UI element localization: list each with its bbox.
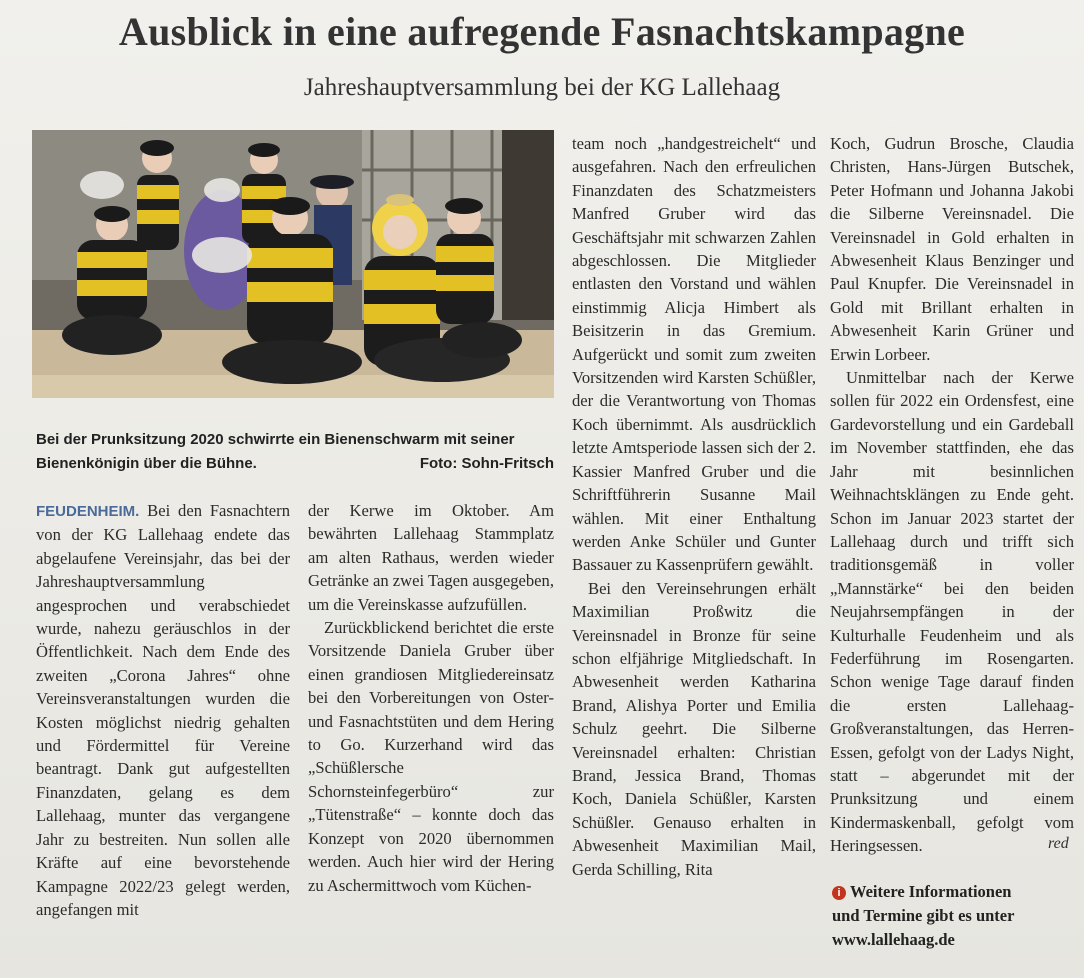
info-text-1: Weitere Informationen xyxy=(850,882,1012,901)
paragraph: Unmittelbar nach der Kerwe sollen für 2022 ein Ordensfest, eine Gardevorstellung und ein Gardeball im November stattfinden, ehe das Jahr mit besinnlichen Weihnachtsklängen zu Ende geht. Schon im Januar 2023 startet der Lallehaag durch und trifft sich traditionsgemäß in voller „Mannstärke“ bei den beiden Neujahrsempfängen in der Kulturhalle Feudenheim und als Federführung im Rosengarten. Schon wenige Tage darauf finden die ersten Lallehaag-Großveranstaltungen, das Herren-Essen, gefolgt von der Ladys Night, statt – abgerundet mit der Prunksitzung und einem Kindermaskenball, gefolgt vom Heringsessen. xyxy=(830,368,1074,856)
paragraph: team noch „handgestreichelt“ und ausgefahren. Nach den erfreulichen Finanzdaten des Schatzmeisters Manfred Gruber wird das Geschäftsjahr mit schwarzen Zahlen abgeschlossen. Die Mitglieder entlasten den Vorstand und wählen einstimmig Alicja Himbert als Beisitzerin in das Gremium. Aufgerückt und somit zum zweiten Vorsitzenden wird Karsten Schüßler, der die Verantwortung von Thomas Koch übernimmt. Als ausdrücklich letzte Amtsperiode lassen sich der 2. Kassier Manfred Gruber und die Schriftführerin Susanne Mail wählen. Mit einer Enthaltung werden Anke Schüler und Gunter Bassauer zu Kassenprüfern gewählt. xyxy=(572,134,816,575)
caption-text: Bei der Prunksitzung 2020 schwirrte ein Bienenschwarm mit seiner Bienenkönigin über die Bühne. xyxy=(36,431,515,472)
dateline: FEUDENHEIM. xyxy=(36,503,140,520)
photo-credit: Foto: Sohn-Fritsch xyxy=(419,455,554,472)
text-column-1 xyxy=(36,499,290,921)
article-photo xyxy=(32,130,554,398)
subheadline: Jahreshauptversammlung bei der KG Lallehaag xyxy=(303,74,781,101)
paragraph: Bei den Vereinsehrungen erhält Maximilian Proßwitz die Vereinsnadel in Bronze für seine schon elfjährige Mitgliedschaft. In Abwesenheit werden Katharina Brand, Alishya Porter und Emilia Schulz geehrt. Die Silberne Vereinsnadel erhalten: Christian Brand, Jessica Brand, Thomas Koch, Daniela Schüßler, Karsten Schüßler. Genauso erhalten in Abwesenheit Maximilian Mail, Gerda Schilling, Rita xyxy=(572,578,816,879)
paragraph: Zurückblickend berichtet die erste Vorsitzende Daniela Gruber über einen grandiosen Mitgliedereinsatz bei den Vorbereitungen von Oster- und Fasnachtstüten und dem Hering to Go. Kurzerhand wird das „Schüßlersche Schornsteinfegerbüro“ zur „Tütenstraße“ – konnte doch das Konzept von 2020 übernommen werden. Auch hier wird der Hering zu Aschermittwoch vom Küchen- xyxy=(308,618,554,895)
website-link[interactable]: www.lallehaag.de xyxy=(832,930,955,949)
text-column-2 xyxy=(308,499,554,897)
info-line-1 xyxy=(832,880,1076,904)
text-column-3 xyxy=(572,132,816,881)
photo-caption xyxy=(36,428,554,476)
info-line-2: und Termine gibt es unter xyxy=(832,906,1015,925)
text-column-4 xyxy=(830,132,1074,858)
info-box xyxy=(832,880,1076,952)
paragraph xyxy=(36,499,290,921)
headline: Ausblick in eine aufregende Fasnachtskampagne xyxy=(118,9,966,54)
paragraph: der Kerwe im Oktober. Am bewährten Lallehaag Stammplatz am alten Rathaus, werden wieder Getränke an zwei Tagen ausgegeben, um die Vereinskasse aufzufüllen. xyxy=(308,501,554,614)
paragraph-text: Bei den Fasnachtern von der KG Lallehaag endete das abgelaufene Vereinsjahr, das bei der Jahreshauptversammlung angesprochen und verabschiedet wurde, nahezu geräuschlos in der Öffentlichkeit. Nach dem Ende des zweiten „Corona Jahres“ ohne Vereinsveranstaltungen wurden die Kosten möglichst niedrig gehalten und Fördermittel für Vereine beantragt. Dank gut aufgestellten Finanzdaten, gelang es dem Lallehaag, munter das vergangene Jahr zu bestreiten. Nun sollen alle Kräfte auf eine bevorstehende Kampagne 2022/23 gelegt werden, angefangen mit xyxy=(36,501,290,919)
author-signoff: red xyxy=(1048,835,1069,852)
paragraph: Koch, Gudrun Brosche, Claudia Christen, Hans-Jürgen Butschek, Peter Hofmann und Johanna Jakobi die Silberne Vereinsnadel. Die Vereinsnadel in Gold erhalten in Abwesenheit Klaus Benzinger und Paul Knupfer. Die Vereinsnadel in Gold mit Brillant erhalten in Abwesenheit Karin Grüner und Erwin Lorbeer. xyxy=(830,134,1074,364)
info-icon: i xyxy=(832,886,846,900)
